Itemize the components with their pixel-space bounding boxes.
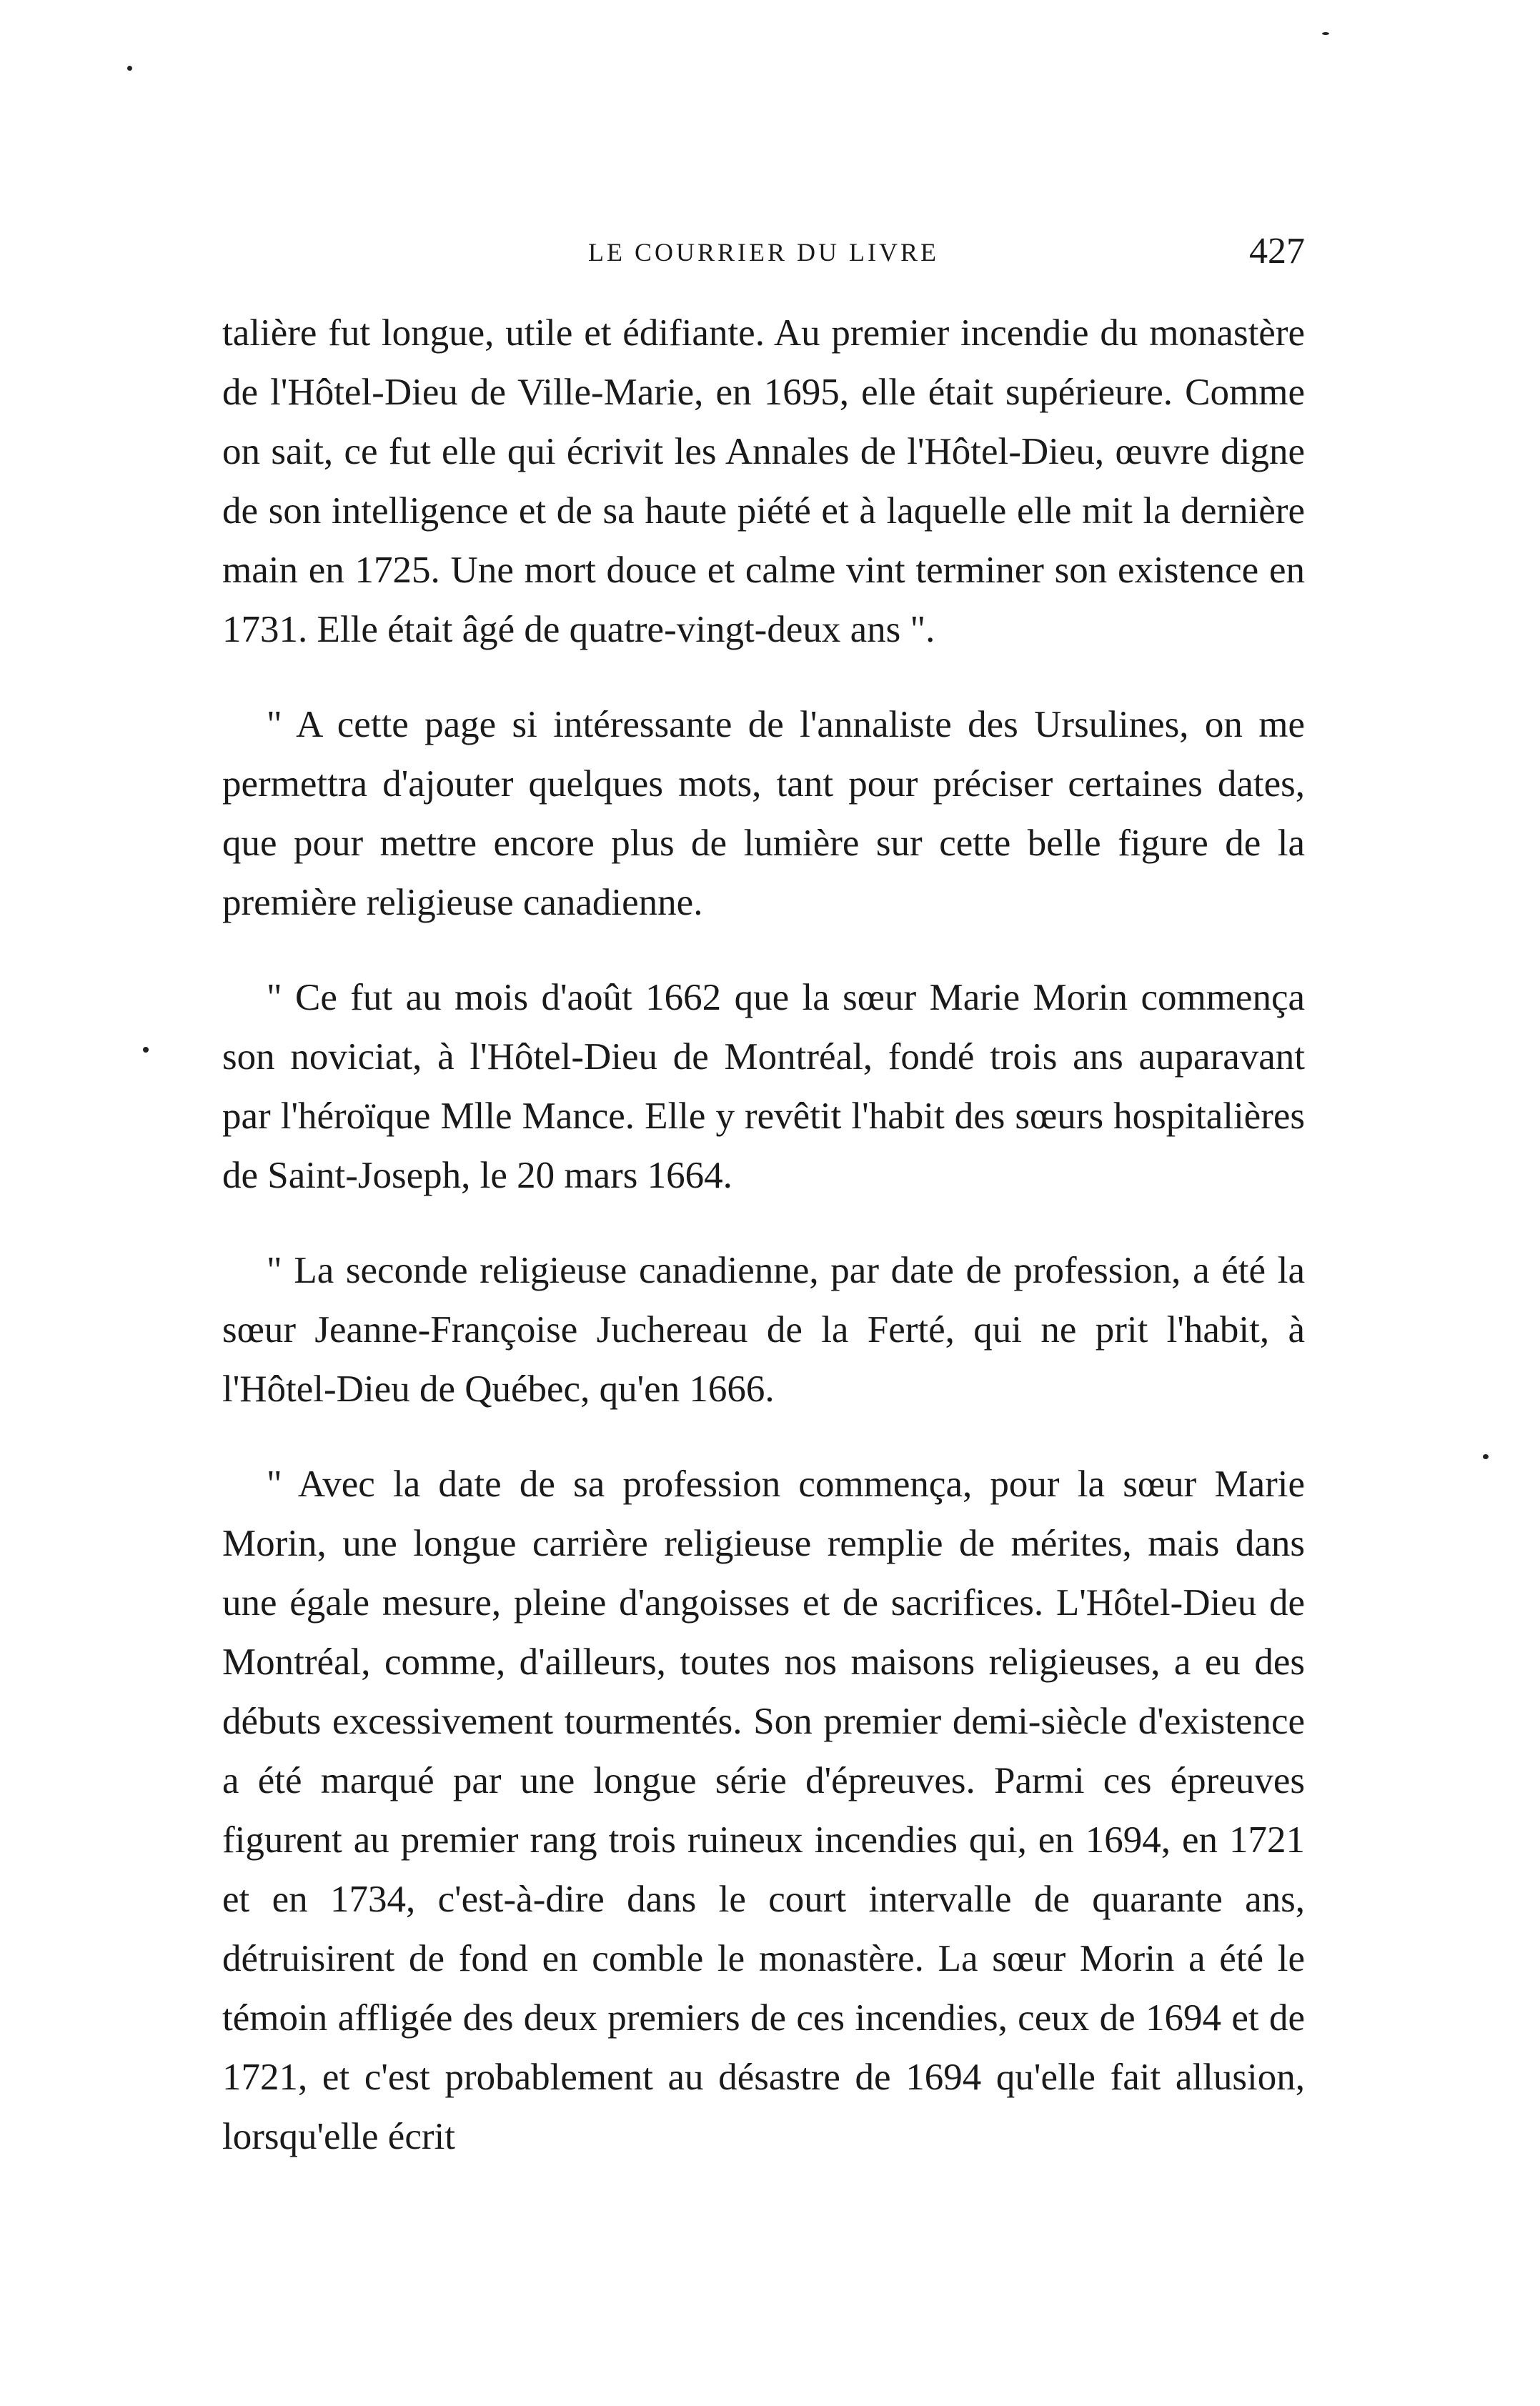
print-speck <box>143 1047 149 1053</box>
paragraph-continued: talière fut longue, utile et édifiante. Au premier incendie du monastère de l'Hôtel-Dieu de Ville-Marie, en 1695, elle était supérieure. Comme on sait, ce fut elle qui écrivit les Annales de l'Hôtel-Dieu, œuvre digne de son intelligence et de sa haute piété et à laquelle elle mit la dernière main en 1725. Une mort douce et calme vint terminer son existence en 1731. Elle était âgé de quatre-vingt-deux ans ". <box>222 312 1305 650</box>
print-speck <box>127 66 132 71</box>
paragraph: " La seconde religieuse canadienne, par date de profession, a été la sœur Jeanne-Françoise Juchereau de la Ferté, qui ne prit l'habit, à l'Hôtel-Dieu de Québec, qu'en 1666. <box>222 1250 1305 1410</box>
paragraph: " Ce fut au mois d'août 1662 que la sœur Marie Morin commença son noviciat, à l'Hôtel-Dieu de Montréal, fondé trois ans auparavant par l'héroïque Mlle Mance. Elle y revêtit l'habit des sœurs hospitalières de Saint-Joseph, le 20 mars 1664. <box>222 977 1305 1196</box>
print-speck <box>1322 32 1329 35</box>
body-text <box>222 304 1305 2167</box>
paragraph: " A cette page si intéressante de l'annaliste des Ursulines, on me permettra d'ajouter quelques mots, tant pour préciser certaines dates, que pour mettre encore plus de lumière sur cette belle figure de la première religieuse canadienne. <box>222 704 1305 923</box>
paragraph: " Avec la date de sa profession commença, pour la sœur Marie Morin, une longue carrière religieuse remplie de mérites, mais dans une égale mesure, pleine d'angoisses et de sacrifices. L'Hôtel-Dieu de Montréal, comme, d'ailleurs, toutes nos maisons religieuses, a eu des débuts excessivement tourmentés. Son premier demi-siècle d'existence a été marqué par une longue série d'épreuves. Parmi ces épreuves figurent au premier rang trois ruineux incendies qui, en 1694, en 1721 et en 1734, c'est-à-dire dans le court intervalle de quarante ans, détruisirent de fond en comble le monastère. La sœur Morin a été le témoin affligée des deux premiers de ces incendies, ceux de 1694 et de 1721, et c'est probablement au désastre de 1694 qu'elle fait allusion, lorsqu'elle écrit <box>222 1463 1305 2157</box>
page-header <box>222 231 1305 287</box>
print-speck <box>1483 1454 1489 1459</box>
running-head: LE COURRIER DU LIVRE <box>588 238 939 267</box>
page-number: 427 <box>1249 231 1305 272</box>
